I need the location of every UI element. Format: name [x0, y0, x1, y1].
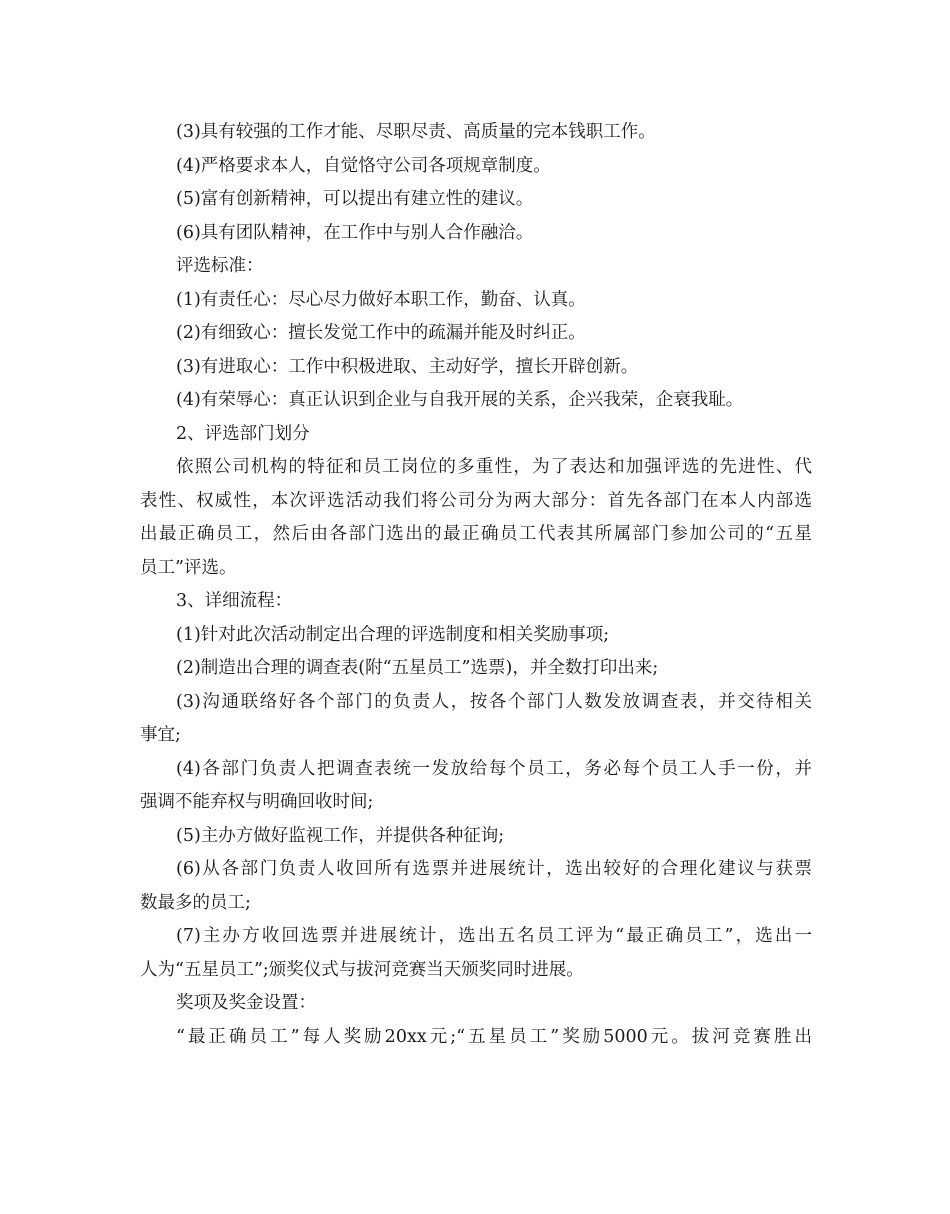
paragraph-line: 表性、权威性，本次评选活动我们将公司分为两大部分：首先各部门在本人内部选: [140, 490, 812, 511]
paragraph-line: 人为“五星员工”;颁奖仪式与拔河竞赛当天颁奖同时进展。: [140, 959, 584, 980]
paragraph-line: (4)各部门负责人把调查表统一发放给每个员工，务必每个员工人手一份，并: [176, 758, 812, 779]
paragraph-line: 数最多的员工;: [140, 892, 251, 913]
paragraph-line: (1)有责任心：尽心尽力做好本职工作，勤奋、认真。: [176, 289, 586, 310]
section-heading: 3、详细流程：: [176, 591, 293, 611]
paragraph-line: “最正确员工”每人奖励20xx元;“五星员工”奖励5000元。拔河竞赛胜出: [176, 1026, 812, 1047]
paragraph-line: (2)制造出合理的调查表(附“五星员工”选票)，并全数打印出来;: [176, 658, 659, 678]
paragraph-line: (3)有进取心：工作中积极进取、主动好学，擅长开辟创新。: [176, 356, 639, 377]
paragraph-line: (3)沟通联络好各个部门的负责人，按各个部门人数发放调查表，并交待相关: [176, 691, 812, 712]
section-heading: 奖项及奖金设置：: [176, 993, 316, 1013]
section-heading: 评选标准：: [176, 256, 264, 276]
paragraph-line: 出最正确员工，然后由各部门选出的最正确员工代表其所属部门参加公司的“五星: [140, 524, 812, 544]
paragraph-line: (2)有细致心：擅长发觉工作中的疏漏并能及时纠正。: [176, 323, 586, 343]
document-body: [140, 116, 812, 1054]
paragraph-line: 事宜;: [140, 725, 181, 745]
paragraph-line: (7)主办方收回选票并进展统计，选出五名员工评为“最正确员工”，选出一: [176, 926, 812, 946]
section-heading: 2、评选部门划分: [176, 423, 310, 444]
paragraph-line: (4)有荣辱心：真正认识到企业与自我开展的关系，企兴我荣，企衰我耻。: [176, 390, 744, 410]
paragraph-line: (5)富有创新精神，可以提出有建立性的建议。: [176, 189, 534, 209]
paragraph-line: (3)具有较强的工作才能、尽职尽责、高质量的完本钱职工作。: [176, 122, 656, 142]
paragraph-line: (4)严格要求本人，自觉恪守公司各项规章制度。: [176, 155, 551, 176]
paragraph-line: (6)具有团队精神，在工作中与别人合作融洽。: [176, 222, 534, 243]
paragraph-line: 强调不能弃权与明确回收时间;: [140, 792, 374, 812]
paragraph-line: (1)针对此次活动制定出合理的评选制度和相关奖励事项;: [176, 624, 610, 645]
paragraph-line: (5)主办方做好监视工作，并提供各种征询;: [176, 825, 505, 846]
paragraph-line: 依照公司机构的特征和员工岗位的多重性，为了表达和加强评选的先进性、代: [176, 457, 812, 477]
paragraph-line: 员工”评选。: [140, 557, 237, 578]
paragraph-line: (6)从各部门负责人收回所有选票并进展统计，选出较好的合理化建议与获票: [176, 859, 812, 879]
